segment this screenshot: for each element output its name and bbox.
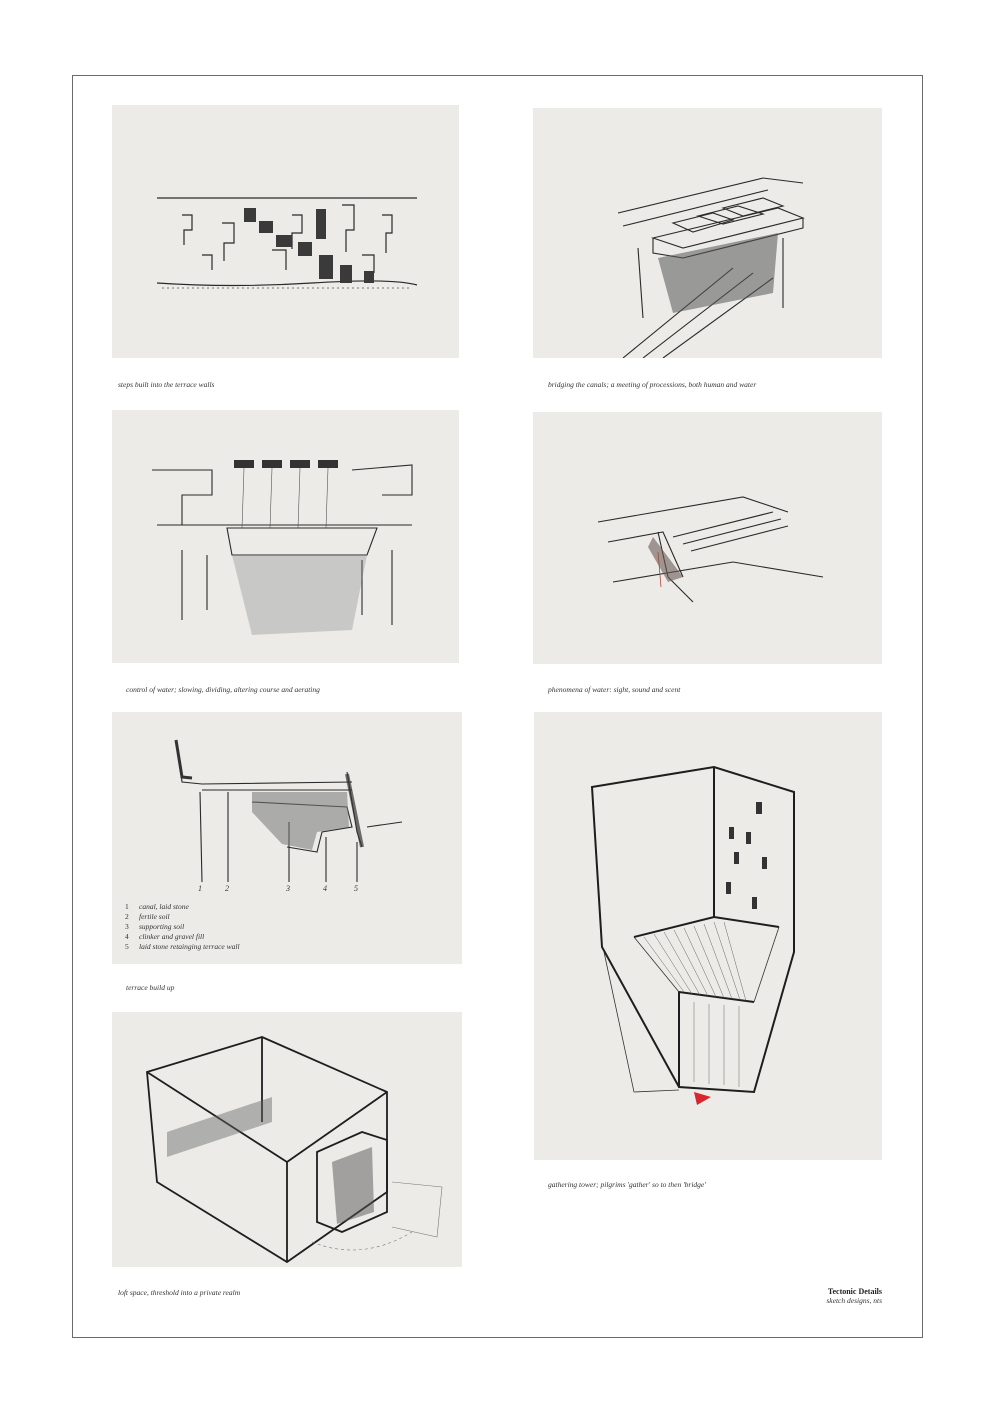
caption: phenomena of water: sight, sound and scent	[548, 685, 681, 694]
callout-number: 2	[225, 884, 229, 893]
caption: loft space, threshold into a private realm	[118, 1288, 241, 1297]
sheet-title: Tectonic Details	[827, 1287, 882, 1296]
sketch-water-control	[112, 410, 459, 663]
caption: gathering tower; pilgrims 'gather' so to then 'bridge'	[548, 1180, 706, 1189]
sketch-terrace-steps	[112, 105, 459, 358]
legend-item: 3 supporting soil	[125, 922, 185, 931]
legend-item: 5 laid stone retainging terrace wall	[125, 942, 240, 951]
callout-number: 3	[286, 884, 290, 893]
sketch-water-phenomena	[533, 412, 882, 664]
sheet-subtitle: sketch designs, nts	[826, 1296, 882, 1305]
callout-number: 5	[354, 884, 358, 893]
sketch-gathering-tower	[534, 712, 882, 1160]
legend-item: 2 fertile soil	[125, 912, 170, 921]
caption: bridging the canals; a meeting of processions, both human and water	[548, 380, 757, 389]
callout-number: 1	[198, 884, 202, 893]
title-block	[826, 1287, 882, 1305]
caption: steps built into the terrace walls	[118, 380, 215, 389]
sketch-terrace-section	[112, 712, 462, 964]
terrace-legend	[125, 902, 240, 952]
callout-number: 4	[323, 884, 327, 893]
legend-item: 1 canal, laid stone	[125, 902, 189, 911]
caption: control of water; slowing, dividing, altering course and aerating	[126, 685, 320, 694]
caption: terrace build up	[126, 983, 175, 992]
legend-item: 4 clinker and gravel fill	[125, 932, 205, 941]
sketch-canal-bridge	[533, 108, 882, 358]
sketch-loft-space	[112, 1012, 462, 1267]
